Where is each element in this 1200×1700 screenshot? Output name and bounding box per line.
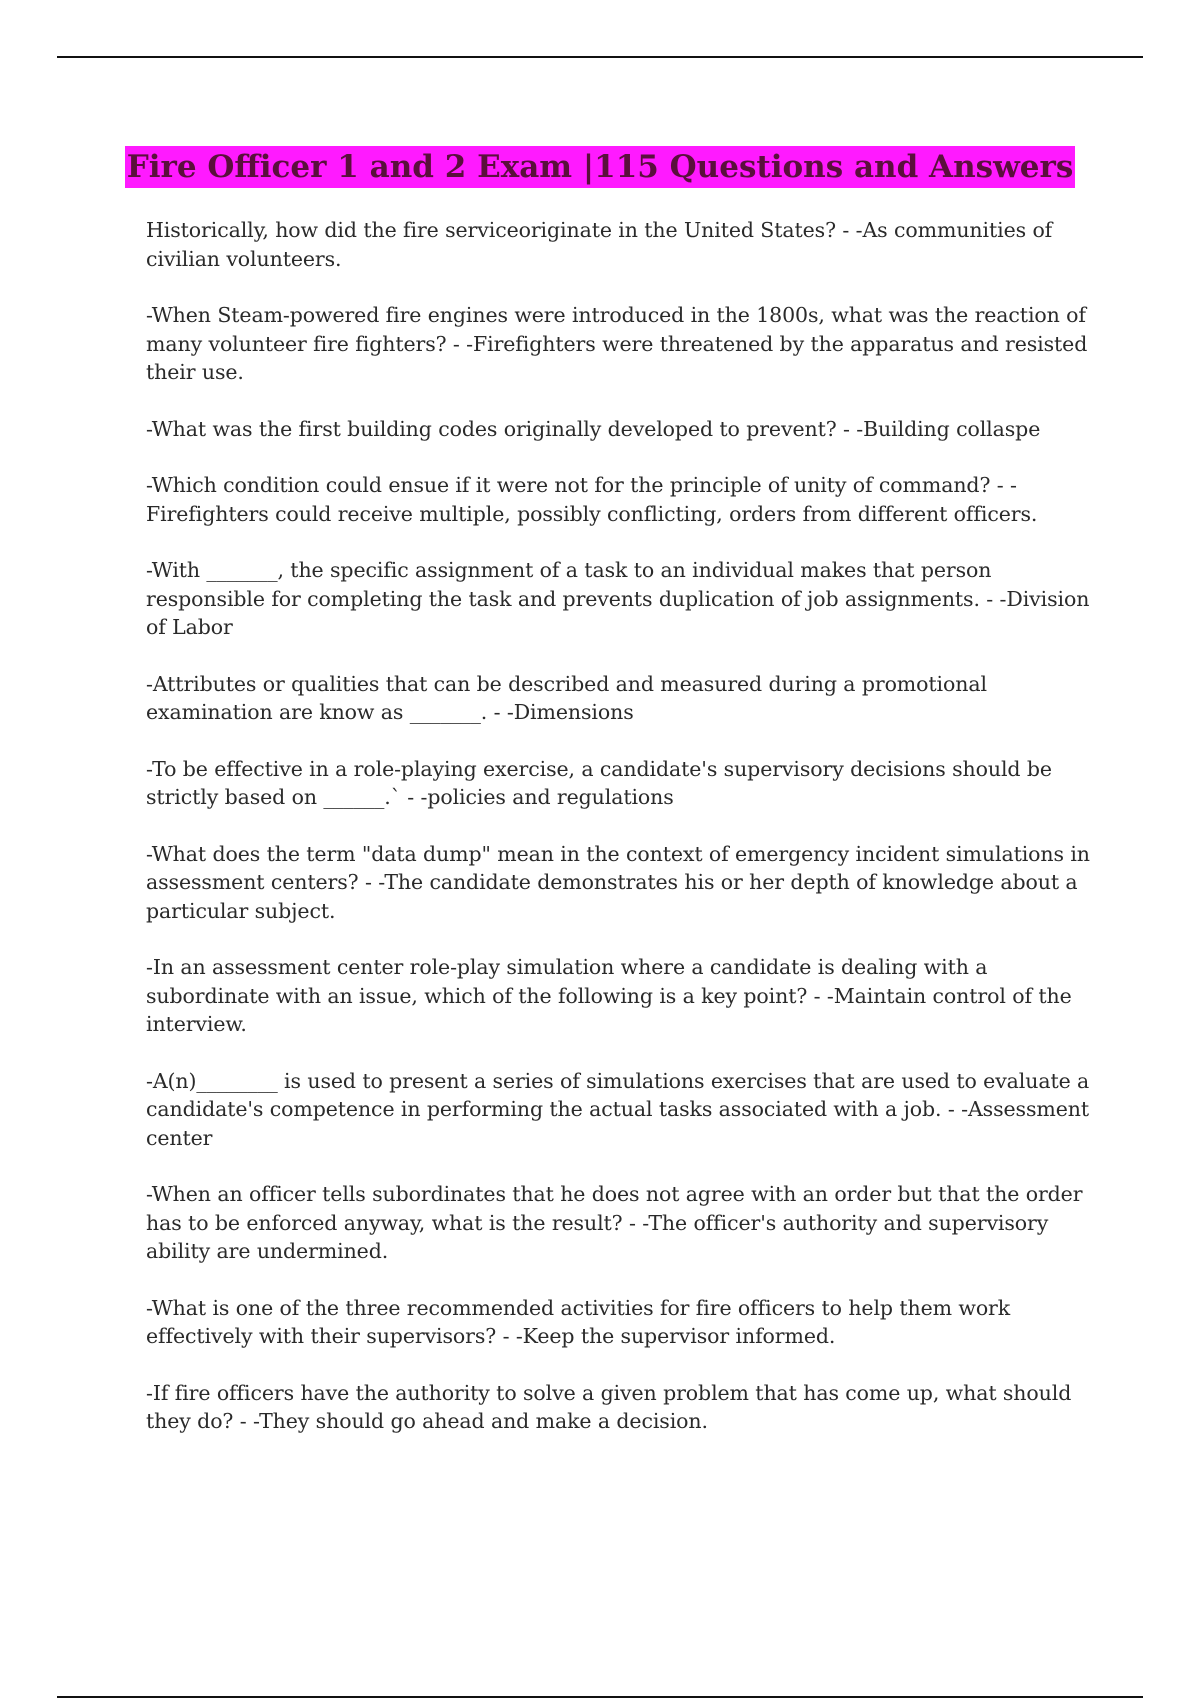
qa-item: Historically, how did the fire serviceoriginate in the United States? - -As communities of civilian volunteers.: [146, 218, 1053, 271]
page-title: Fire Officer 1 and 2 Exam |115 Questions and Answers: [125, 146, 1076, 188]
qa-item: -A(n)________ is used to present a series of simulations exercises that are used to evaluate a candidate's competence in performing the actual tasks associated with a job. - -Assessment center: [146, 1068, 1090, 1150]
qa-item: -If fire officers have the authority to solve a given problem that has come up, what should they do? - -They should go ahead and make a decision.: [146, 1380, 1072, 1433]
qa-item: -When an officer tells subordinates that he does not agree with an order but that the order has to be enforced anyway, what is the result? - -The officer's authority and supervisory ability are undermined.: [146, 1182, 1083, 1263]
qa-list: [146, 216, 1092, 1464]
bottom-divider: [57, 1696, 1143, 1698]
qa-item: -Which condition could ensue if it were not for the principle of unity of command? - -Firefighters could receive multiple, possibly conflicting, orders from different officers.: [146, 473, 1038, 526]
qa-item: -What was the first building codes originally developed to prevent? - -Building collaspe: [146, 416, 1041, 441]
qa-item: -When Steam-powered fire engines were introduced in the 1800s, what was the reaction of many volunteer fire fighters? - -Firefighters were threatened by the apparatus and resisted their use.: [146, 303, 1088, 384]
qa-item: -Attributes or qualities that can be described and measured during a promotional examination are know as _______. - -Dimensions: [146, 671, 987, 724]
qa-item: -To be effective in a role-playing exercise, a candidate's supervisory decisions should be strictly based on ______.` - -policies and regulations: [146, 756, 1052, 809]
qa-item: -With _______, the specific assignment of a task to an individual makes that person responsible for completing the task and prevents duplication of job assignments. - -Division of Labor: [146, 558, 1090, 639]
top-divider: [57, 56, 1143, 58]
qa-item: -What is one of the three recommended activities for fire officers to help them work effectively with their supervisors? - -Keep the supervisor informed.: [146, 1295, 1011, 1348]
qa-item: -In an assessment center role-play simulation where a candidate is dealing with a subordinate with an issue, which of the following is a key point? - -Maintain control of the interview.: [146, 955, 1072, 1036]
title-container: [0, 146, 1200, 188]
qa-item: -What does the term "data dump" mean in the context of emergency incident simulations in assessment centers? - -The candidate demonstrates his or her depth of knowledge about a particular subject.: [146, 841, 1090, 923]
